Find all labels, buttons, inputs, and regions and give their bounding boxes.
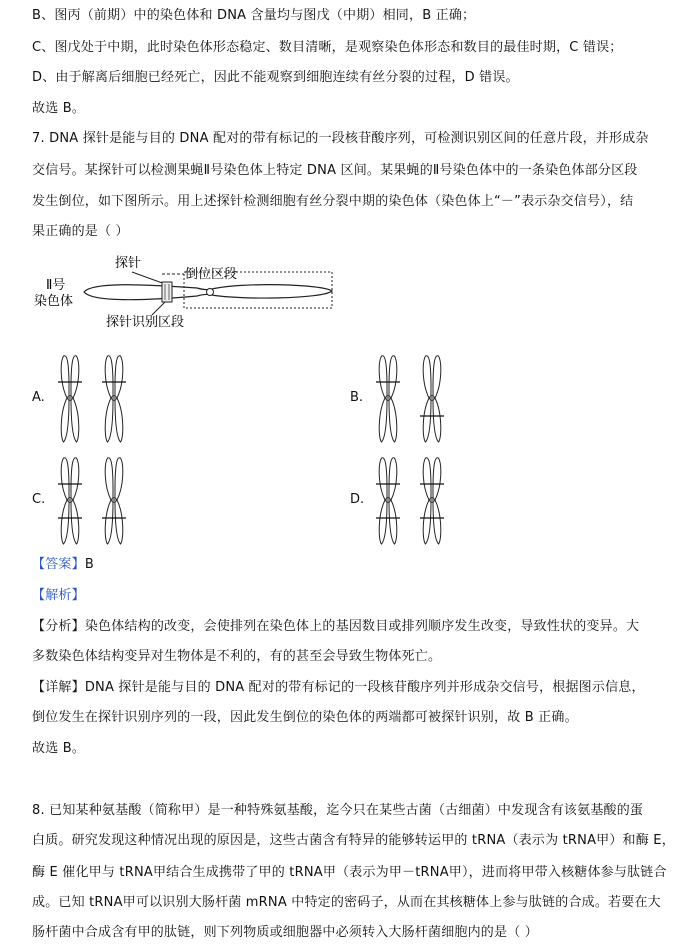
detail-line bbox=[32, 680, 645, 696]
answer-label: 【答案】 bbox=[32, 557, 85, 572]
analysis-line: 多数染色体结构变异对生物体是不利的，有的甚至会导致生物体死亡。 bbox=[32, 649, 442, 664]
chromosome-drawing bbox=[58, 356, 82, 442]
question-7-line: 交信号。某探针可以检测果蝇Ⅱ号染色体上特定 DNA 区间。某果蝇的Ⅱ号染色体中的一条染色体部分区段 bbox=[32, 163, 638, 178]
option-c-figure bbox=[48, 454, 138, 550]
detail-label: 【详解】 bbox=[32, 680, 85, 695]
conclusion: 故选 B。 bbox=[32, 741, 86, 756]
probe-region-box bbox=[162, 282, 172, 302]
fenxi-label: 【分析】 bbox=[32, 619, 85, 634]
chromosome-drawing bbox=[420, 356, 444, 442]
question-8-line: 酶 E 催化甲与 tRNA甲结合生成携带了甲的 tRNA甲（表示为甲－tRNA甲），进而将甲带入核糖体参与肽链合 bbox=[32, 865, 667, 880]
question-8-line: 肠杆菌中合成含有甲的肽链，则下列物质或细胞器中必须转入大肠杆菌细胞内的是（ ） bbox=[32, 925, 538, 940]
option-b-figure bbox=[366, 352, 456, 448]
recognition-label: 探针识别区段 bbox=[106, 315, 185, 330]
question-8-line: 白质。研究发现这种情况出现的原因是，这些古菌含有特异的能够转运甲的 tRNA（表示为 tRNA甲）和酶 E， bbox=[32, 833, 675, 848]
chromosome-drawing bbox=[420, 458, 444, 544]
text-line: D、由于解离后细胞已经死亡，因此不能观察到细胞连续有丝分裂的过程，D 错误。 bbox=[32, 70, 519, 85]
option-d-figure bbox=[366, 454, 456, 550]
option-b-label: B. bbox=[350, 390, 364, 405]
probe-label: 探针 bbox=[115, 256, 142, 271]
text-line: 故选 B。 bbox=[32, 101, 86, 116]
question-7-line: 7. DNA 探针是能与目的 DNA 配对的带有标记的一段核苷酸序列，可检测识别区间的任意片段，并形成杂 bbox=[32, 131, 649, 146]
chromosome-drawing bbox=[102, 356, 126, 442]
text-line: B、图丙（前期）中的染色体和 DNA 含量均与图戊（中期）相同，B 正确； bbox=[32, 8, 476, 23]
chromosome-drawing bbox=[58, 458, 82, 544]
answer-line bbox=[32, 557, 94, 573]
question-7-line: 果正确的是（ ） bbox=[32, 224, 129, 239]
detail-line: 倒位发生在探针识别序列的一段，因此发生倒位的染色体的两端都可被探针识别，故 B 正确。 bbox=[32, 710, 578, 725]
detail-text: DNA 探针是能与目的 DNA 配对的带有标记的一段核苷酸序列并形成杂交信号，根据图示信息， bbox=[84, 680, 645, 695]
chromosome-label: 染色体 bbox=[34, 294, 74, 309]
question-7-line: 发生倒位，如下图所示。用上述探针检测细胞有丝分裂中期的染色体（染色体上“－”表示杂交信号），结 bbox=[32, 194, 634, 209]
option-c-label: C. bbox=[32, 492, 46, 507]
analysis-line bbox=[32, 619, 639, 635]
option-d-label: D. bbox=[350, 492, 365, 507]
question-8-line: 成。已知 tRNA甲可以识别大肠杆菌 mRNA 中特定的密码子，从而在其核糖体上参与肽链的合成。若要在大 bbox=[32, 895, 661, 910]
chromosome-figure bbox=[32, 252, 352, 332]
answer-value: B bbox=[84, 557, 94, 572]
text-line: C、图戊处于中期，此时染色体形态稳定、数目清晰，是观察染色体形态和数目的最佳时期，C 错误； bbox=[32, 40, 623, 55]
analysis-label: 【解析】 bbox=[32, 588, 85, 603]
chromosome-drawing bbox=[376, 458, 400, 544]
chromosome-drawing bbox=[102, 458, 126, 544]
inversion-label: 倒位区段 bbox=[185, 267, 238, 282]
question-8-line: 8. 已知某种氨基酸（简称甲）是一种特殊氨基酸，迄今只在某些古菌（古细菌）中发现含有该氨基酸的蛋 bbox=[32, 803, 644, 818]
chromosome-drawing bbox=[376, 356, 400, 442]
option-a-label: A. bbox=[32, 390, 45, 405]
analysis-text: 染色体结构的改变，会使排列在染色体上的基因数目或排列顺序发生改变，导致性状的变异。大 bbox=[84, 619, 640, 634]
chromosome-label: Ⅱ号 bbox=[46, 278, 66, 293]
option-a-figure bbox=[48, 352, 138, 448]
